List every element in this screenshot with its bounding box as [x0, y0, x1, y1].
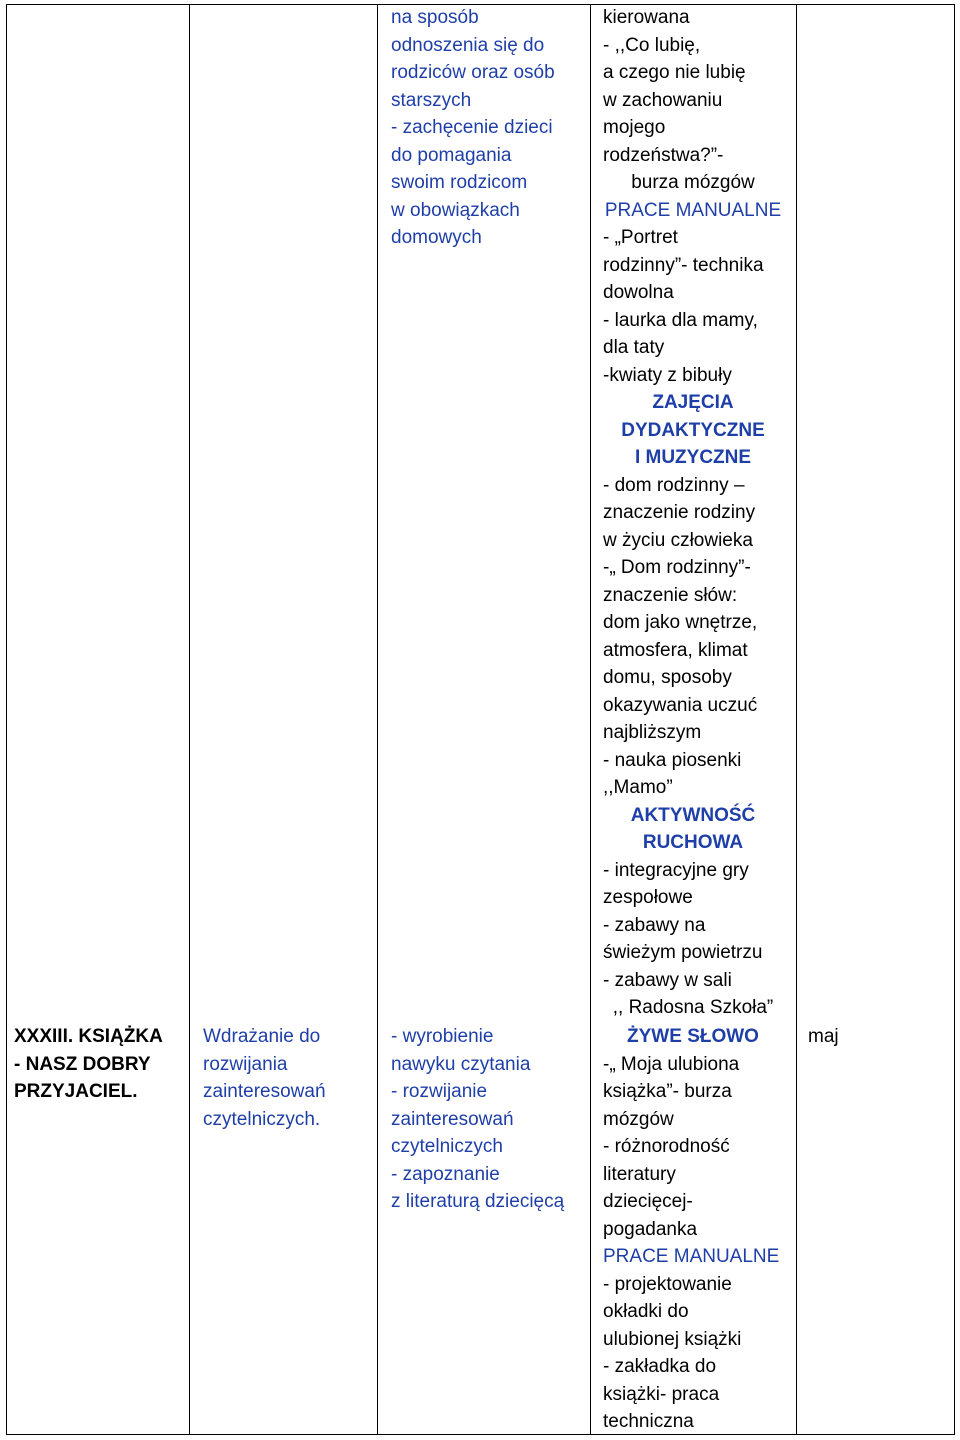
activity-line: - integracyjne gry [603, 859, 749, 881]
activity-line: książki- praca [603, 1383, 720, 1405]
activity-line: ,, Radosna Szkoła” [612, 997, 774, 1018]
activity-line: zespołowe [603, 887, 693, 908]
goal-line: domowych [391, 227, 482, 248]
activity-line: dom jako wnętrze, [603, 612, 758, 633]
activity-line: - projektowanie [603, 1273, 732, 1295]
activity-line: rodzeństwa?”- [603, 144, 724, 166]
activity-line: dla taty [603, 337, 665, 358]
activity-line: -„ Dom rodzinny”- [603, 557, 751, 578]
column-divider-2 [377, 4, 378, 1435]
goal-line: w obowiązkach [391, 199, 520, 221]
goal-line: swoim rodzicom [391, 172, 528, 193]
area-cell [203, 1023, 326, 1133]
activity-line: literatury [603, 1163, 676, 1185]
goal-line: do pomagania [391, 144, 512, 166]
month-cell [808, 1023, 839, 1051]
activity-line: - zabawy w sali [603, 969, 732, 991]
goal-line: czytelniczych [391, 1136, 503, 1157]
activity-line: PRACE MANUALNE [604, 199, 782, 221]
activity-line: rodzinny”- technika [603, 254, 764, 276]
activity-line: - „Portret [603, 227, 678, 248]
activity-line: - ,,Co lubię, [603, 34, 701, 56]
goal-line: - wyrobienie [391, 1026, 494, 1047]
goals-bottom-cell [391, 1023, 564, 1216]
activity-line: -„ Moja ulubiona [603, 1053, 740, 1075]
goal-line: - zapoznanie [391, 1163, 500, 1185]
activity-line: a czego nie lubię [603, 62, 746, 83]
goal-line: rodziców oraz osób [391, 62, 555, 83]
activity-line: pogadanka [603, 1218, 698, 1240]
goal-line: zainteresowań [391, 1108, 514, 1130]
activity-line: książka”- burza [603, 1081, 732, 1102]
goal-line: z literaturą dziecięcą [391, 1191, 565, 1212]
month-label: maj [808, 1026, 839, 1047]
topic-line: - NASZ DOBRY [14, 1053, 151, 1075]
activity-line: - zakładka do [603, 1356, 717, 1377]
activity-line: mojego [603, 117, 666, 138]
column-divider-1 [189, 4, 190, 1435]
activity-line: okazywania uczuć [603, 694, 758, 716]
activity-line: - różnorodność [603, 1136, 730, 1157]
goal-line: nawyku czytania [391, 1053, 531, 1075]
topic-line: XXXIII. KSIĄŻKA [14, 1026, 163, 1047]
goal-line: na sposób [391, 7, 479, 28]
column-divider-4 [796, 4, 797, 1435]
activities-top-cell [603, 4, 783, 1022]
activity-line: DYDAKTYCZNE [621, 419, 765, 441]
activity-line: mózgów [603, 1108, 674, 1130]
area-line: czytelniczych. [203, 1108, 321, 1130]
area-line: rozwijania [203, 1053, 288, 1075]
activity-line: ,,Mamo” [603, 777, 673, 798]
topic-line: PRZYJACIEL. [14, 1081, 138, 1102]
activity-line: burza mózgów [631, 172, 755, 193]
activity-line: w życiu człowieka [603, 529, 753, 551]
activity-line: znaczenie słów: [603, 584, 738, 606]
activity-line: AKTYWNOŚĆ [630, 804, 756, 826]
activity-line: ZAJĘCIA [652, 392, 734, 413]
activity-line: - nauka piosenki [603, 749, 742, 771]
area-line: zainteresowań [203, 1081, 326, 1102]
activity-line: w zachowaniu [603, 89, 723, 111]
activity-line: dowolna [603, 282, 674, 303]
area-line: Wdrażanie do [203, 1026, 321, 1047]
activity-line: PRACE MANUALNE [603, 1246, 780, 1267]
goal-line: - zachęcenie dzieci [391, 117, 553, 138]
activity-line: znaczenie rodziny [603, 502, 756, 523]
activity-line: ŻYWE SŁOWO [627, 1026, 759, 1047]
activity-line: okładki do [603, 1301, 689, 1322]
activity-line: -kwiaty z bibuły [603, 364, 732, 386]
activity-line: ulubionej książki [603, 1328, 742, 1350]
activity-line: techniczna [603, 1411, 694, 1432]
goal-line: odnoszenia się do [391, 34, 545, 56]
activity-line: - laurka dla mamy, [603, 309, 758, 331]
activity-line: - dom rodzinny – [603, 474, 745, 496]
column-divider-3 [590, 4, 591, 1435]
activity-line: atmosfera, klimat [603, 639, 748, 661]
goal-line: - rozwijanie [391, 1081, 488, 1102]
activity-line: kierowana [603, 7, 690, 28]
goal-line: starszych [391, 89, 472, 111]
activity-line: - zabawy na [603, 914, 706, 936]
activities-bottom-cell [603, 1023, 783, 1436]
activity-line: najbliższym [603, 722, 702, 743]
activity-line: domu, sposoby [603, 667, 732, 688]
activity-line: RUCHOWA [642, 832, 744, 853]
topic-cell [14, 1023, 163, 1106]
activity-line: I MUZYCZNE [634, 447, 752, 468]
goals-top-cell [391, 4, 555, 252]
activity-line: dziecięcej- [603, 1191, 693, 1212]
activity-line: świeżym powietrzu [603, 942, 763, 963]
